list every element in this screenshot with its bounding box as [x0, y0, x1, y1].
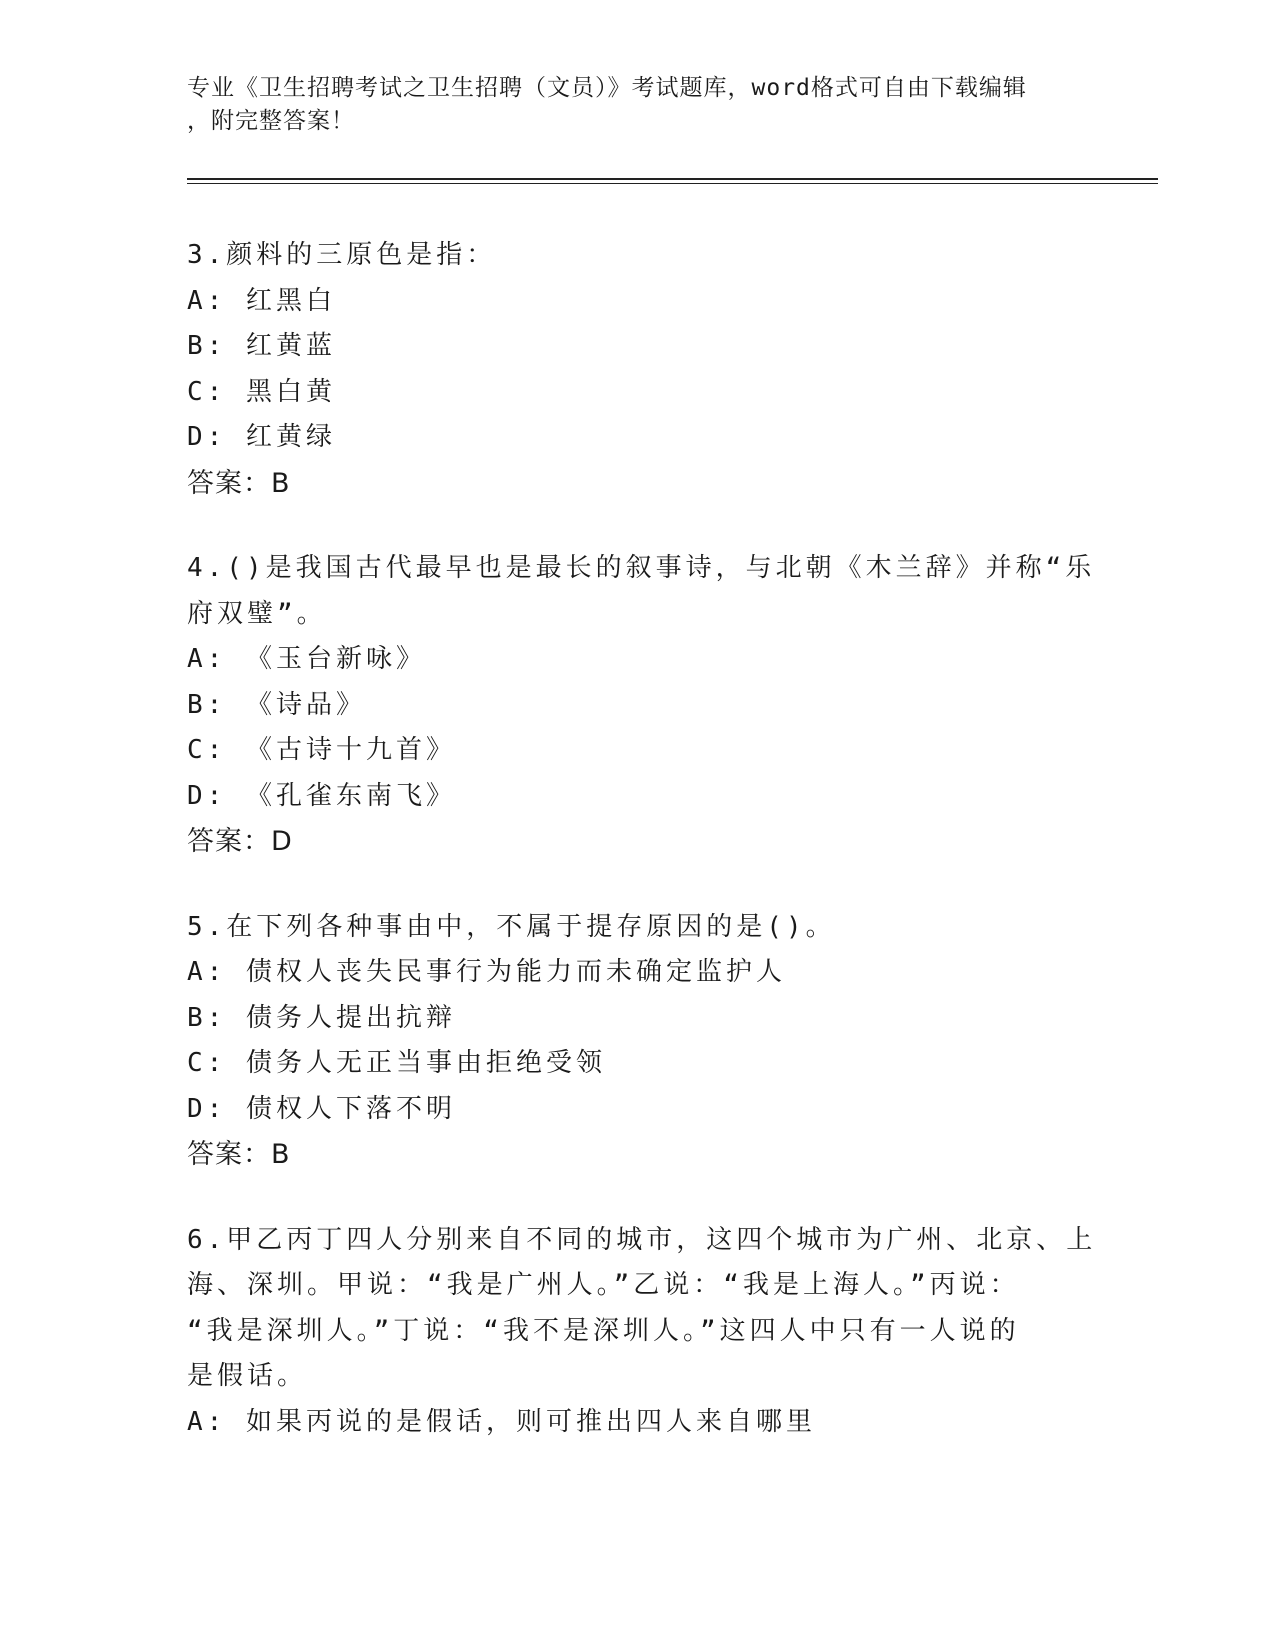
question-stem: 6.甲乙丙丁四人分别来自不同的城市，这四个城市为广州、北京、上	[187, 1224, 1097, 1255]
question-stem-cont: 海、深圳。甲说：“我是广州人。”乙说：“我是上海人。”丙说：	[187, 1270, 1020, 1300]
header-line-2: ，附完整答案！	[187, 108, 355, 134]
option-d: D: 《孔雀东南飞》	[187, 780, 456, 811]
option-b: B: 红黄蓝	[187, 331, 336, 361]
answer-label: 答案：B	[187, 1139, 291, 1170]
option-a: A: 红黑白	[187, 285, 336, 316]
question-list	[187, 233, 1097, 1485]
question-stem-cont: 府双璧”。	[187, 598, 327, 629]
option-c: C: 《古诗十九首》	[187, 735, 456, 765]
header-divider-thick	[187, 178, 1158, 180]
option-d: D: 债权人下落不明	[187, 1093, 456, 1124]
answer-label: 答案：D	[187, 826, 293, 857]
question-6	[187, 1218, 1097, 1446]
question-5	[187, 905, 1087, 1178]
option-c: C: 债务人无正当事由拒绝受领	[187, 1048, 606, 1078]
option-a: A: 《玉台新咏》	[187, 644, 426, 674]
option-a: A: 债权人丧失民事行为能力而未确定监护人	[187, 957, 786, 987]
question-stem-cont: 是假话。	[187, 1361, 308, 1391]
option-d: D: 红黄绿	[187, 422, 336, 452]
option-a: A: 如果丙说的是假话，则可推出四人来自哪里	[187, 1406, 816, 1437]
header-divider-thin	[187, 183, 1158, 184]
answer-label: 答案：B	[187, 467, 291, 499]
question-3	[187, 233, 1087, 506]
option-c: C: 黑白黄	[187, 376, 336, 407]
header-line-1: 专业《卫生招聘考试之卫生招聘（文员）》考试题库，word格式可自由下载编辑	[187, 75, 1027, 101]
question-stem: 5.在下列各种事由中，不属于提存原因的是()。	[187, 911, 836, 942]
option-b: B: 债务人提出抗辩	[187, 1002, 456, 1033]
document-header	[187, 72, 1067, 138]
question-stem: 3.颜料的三原色是指：	[187, 240, 497, 270]
question-stem-cont: “我是深圳人。”丁说：“我不是深圳人。”这四人中只有一人说的	[187, 1315, 1020, 1346]
question-4	[187, 546, 1096, 865]
question-stem: 4.()是我国古代最早也是最长的叙事诗，与北朝《木兰辞》并称“乐	[187, 553, 1096, 583]
option-b: B: 《诗品》	[187, 689, 366, 720]
